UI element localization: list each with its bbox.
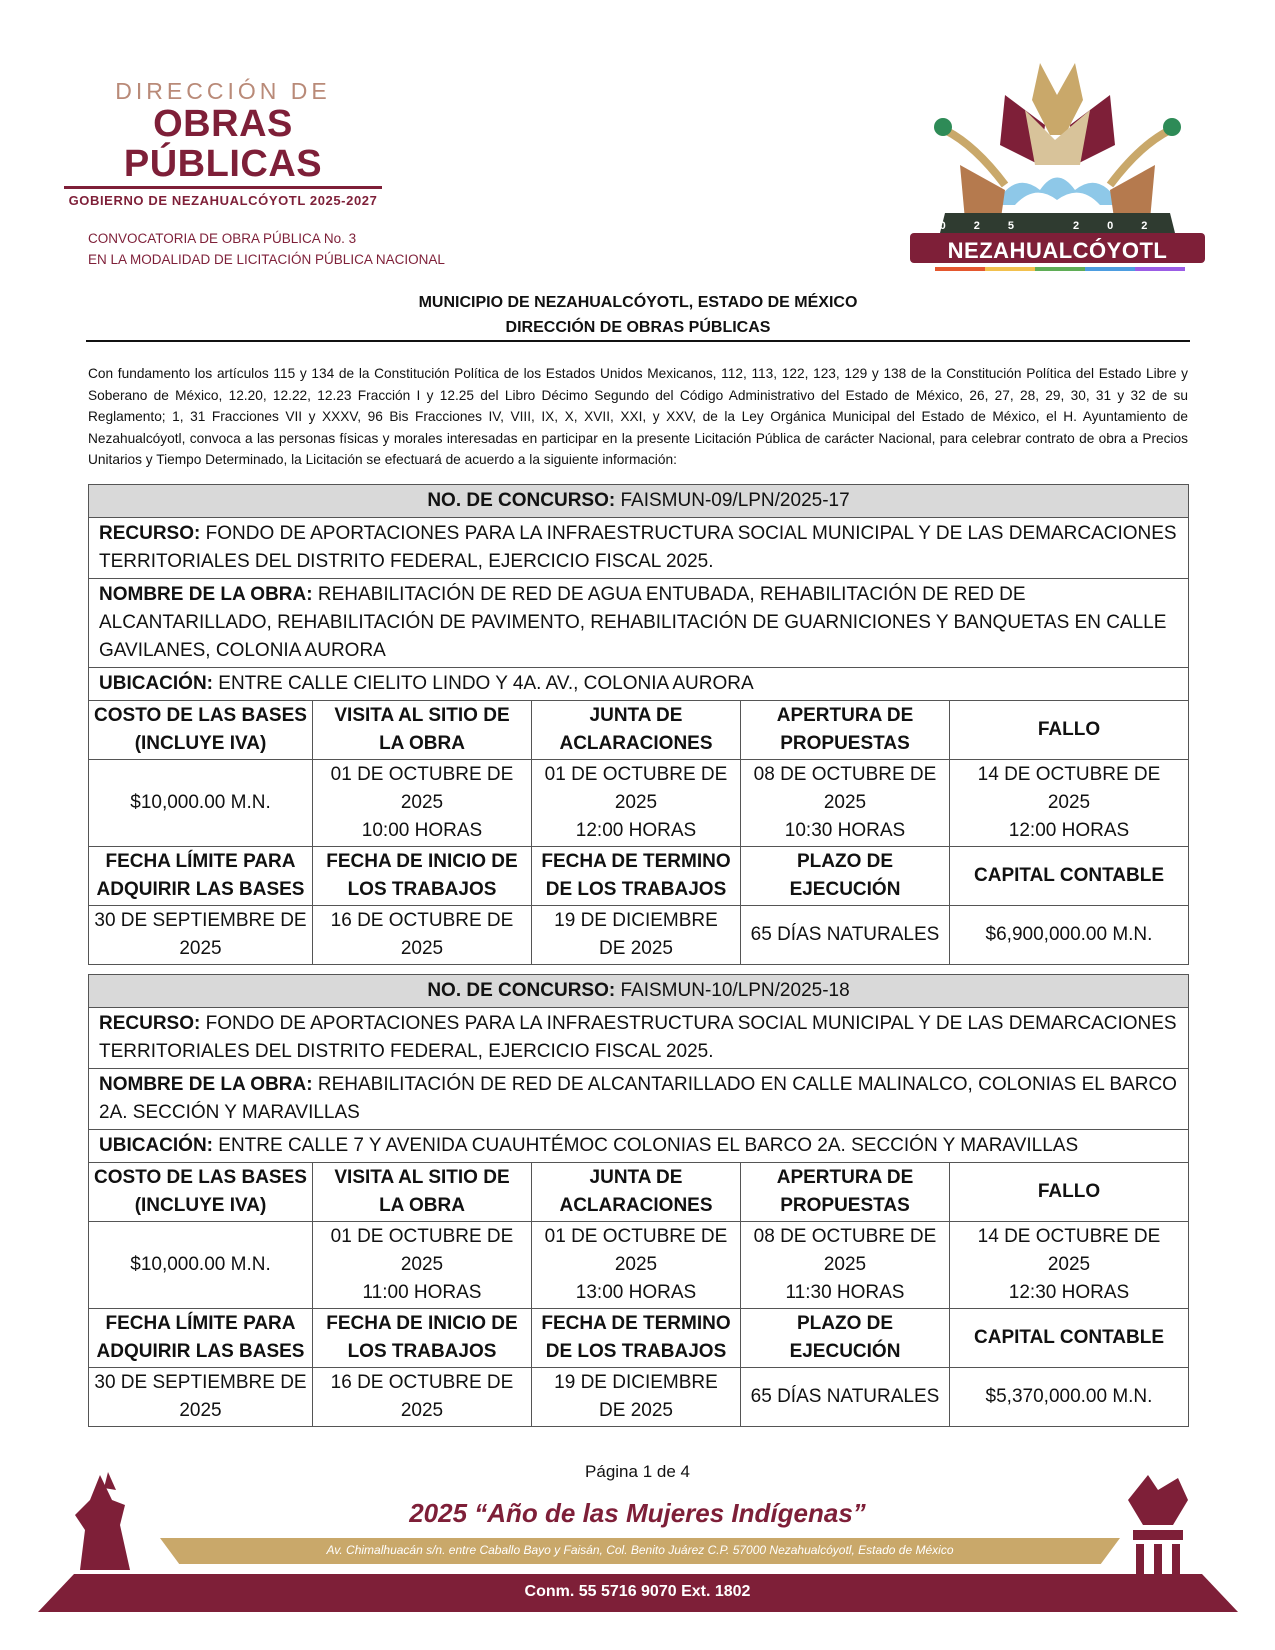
- costo-header-l2: (INCLUYE IVA): [134, 733, 267, 754]
- ubicacion-label: UBICACIÓN:: [99, 1135, 213, 1156]
- apertura-time: 10:30 HORAS: [784, 820, 906, 841]
- plazo-header: [741, 847, 950, 906]
- limite-header-l2: ADQUIRIR LAS BASES: [96, 1341, 305, 1362]
- visita-time: 10:00 HORAS: [361, 820, 483, 841]
- fallo-date-l2: 2025: [1047, 792, 1091, 813]
- recurso-value: FONDO DE APORTACIONES PARA LA INFRAESTRUCTURA SOCIAL MUNICIPAL Y DE LAS DEMARCACIONES TERRITORIALES DEL DISTRITO FEDERAL, EJERCICIO FISCAL 2025.: [99, 523, 1177, 572]
- concurso-row: [89, 485, 1189, 518]
- inicio-header-l2: LOS TRABAJOS: [347, 1341, 497, 1362]
- emblem-year-end: 2027: [1073, 220, 1210, 232]
- recurso-value: FONDO DE APORTACIONES PARA LA INFRAESTRUCTURA SOCIAL MUNICIPAL Y DE LAS DEMARCACIONES TERRITORIALES DEL DISTRITO FEDERAL, EJERCICIO FISCAL 2025.: [99, 1013, 1177, 1062]
- apertura-date-l2: 2025: [823, 1254, 867, 1275]
- recurso-label: RECURSO:: [99, 523, 201, 544]
- limite-header: [89, 1309, 313, 1368]
- visita-date-l2: 2025: [400, 1254, 444, 1275]
- termino-header: [532, 847, 741, 906]
- costo-value: $10,000.00 M.N.: [89, 760, 313, 847]
- document-title: [86, 290, 1190, 340]
- limite-value: [89, 906, 313, 965]
- apertura-header: [741, 1163, 950, 1222]
- nombre-row: [89, 1069, 1189, 1130]
- apertura-value: [741, 1222, 950, 1309]
- termino-header-l2: DE LOS TRABAJOS: [545, 1341, 727, 1362]
- limite-header-l2: ADQUIRIR LAS BASES: [96, 879, 305, 900]
- concurso-label: NO. DE CONCURSO:: [427, 980, 616, 1001]
- recurso-cell: [89, 518, 1189, 579]
- ubicacion-value: ENTRE CALLE 7 Y AVENIDA CUAUHTÉMOC COLONIAS EL BARCO 2A. SECCIÓN Y MARAVILLAS: [218, 1135, 1079, 1156]
- concurso-number: FAISMUN-09/LPN/2025-17: [620, 490, 850, 511]
- junta-header-l2: ACLARACIONES: [559, 733, 713, 754]
- nombre-row: [89, 579, 1189, 668]
- plazo-header-l2: EJECUCIÓN: [789, 1341, 901, 1362]
- nombre-cell: [89, 579, 1189, 668]
- termino-value: [532, 1368, 741, 1427]
- plazo-value: 65 DÍAS NATURALES: [741, 906, 950, 965]
- nombre-value: REHABILITACIÓN DE RED DE ALCANTARILLADO EN CALLE MALINALCO, COLONIAS EL BARCO 2A. SECCIÓN Y MARAVILLAS: [99, 1074, 1177, 1123]
- termino-header-l2: DE LOS TRABAJOS: [545, 879, 727, 900]
- inicio-date-l2: 2025: [400, 1400, 444, 1421]
- junta-date-l1: 01 DE OCTUBRE DE: [544, 1226, 728, 1247]
- schedule-header-row: [89, 1163, 1189, 1222]
- bid-table-1: [88, 484, 1189, 965]
- visita-value: [313, 760, 532, 847]
- apertura-date-l2: 2025: [823, 792, 867, 813]
- costo-header: [89, 1163, 313, 1222]
- concurso-cell: [89, 975, 1189, 1008]
- termino-header: [532, 1309, 741, 1368]
- fallo-header: FALLO: [950, 1163, 1189, 1222]
- title-municipio: MUNICIPIO DE NEZAHUALCÓYOTL, ESTADO DE MÉXICO: [418, 294, 858, 311]
- junta-header-l1: JUNTA DE: [589, 705, 683, 726]
- limite-value: [89, 1368, 313, 1427]
- logo-line-obras: OBRAS PÚBLICAS: [123, 103, 323, 185]
- limite-date-l1: 30 DE SEPTIEMBRE DE: [94, 1372, 307, 1393]
- junta-date-l1: 01 DE OCTUBRE DE: [544, 764, 728, 785]
- ubicacion-label: UBICACIÓN:: [99, 673, 213, 694]
- recurso-row: [89, 1008, 1189, 1069]
- inicio-value: [313, 906, 532, 965]
- visita-date-l1: 01 DE OCTUBRE DE: [330, 764, 514, 785]
- concurso-label: NO. DE CONCURSO:: [427, 490, 616, 511]
- junta-header-l1: JUNTA DE: [589, 1167, 683, 1188]
- plazo-header-l2: EJECUCIÓN: [789, 879, 901, 900]
- emblem-years: [905, 220, 1210, 232]
- fallo-date-l1: 14 DE OCTUBRE DE: [977, 764, 1161, 785]
- costo-value: $10,000.00 M.N.: [89, 1222, 313, 1309]
- visita-header: [313, 701, 532, 760]
- inicio-header: [313, 1309, 532, 1368]
- termino-date-l2: DE 2025: [599, 1400, 673, 1421]
- costo-header-l1: COSTO DE LAS BASES: [94, 1167, 307, 1188]
- convocatoria-heading: [88, 228, 445, 270]
- limite-date-l2: 2025: [179, 938, 222, 959]
- fallo-header: FALLO: [950, 701, 1189, 760]
- apertura-date-l1: 08 DE OCTUBRE DE: [753, 764, 937, 785]
- nombre-label: NOMBRE DE LA OBRA:: [99, 1074, 313, 1095]
- visita-header-l1: VISITA AL SITIO DE: [334, 705, 510, 726]
- limite-header: [89, 847, 313, 906]
- recurso-row: [89, 518, 1189, 579]
- plazo-header-l1: PLAZO DE: [796, 1313, 894, 1334]
- title-direccion: DIRECCIÓN DE OBRAS PÚBLICAS: [505, 319, 771, 336]
- inicio-header-l1: FECHA DE INICIO DE: [326, 851, 518, 872]
- visita-value: [313, 1222, 532, 1309]
- junta-time: 12:00 HORAS: [575, 820, 697, 841]
- page-number: Página 1 de 4: [585, 1462, 690, 1481]
- apertura-header-l2: PROPUESTAS: [780, 733, 910, 754]
- apertura-header-l1: APERTURA DE: [776, 705, 914, 726]
- visita-date-l2: 2025: [400, 792, 444, 813]
- title-divider: [86, 340, 1190, 342]
- junta-time: 13:00 HORAS: [575, 1282, 697, 1303]
- inicio-header-l1: FECHA DE INICIO DE: [326, 1313, 518, 1334]
- inicio-header: [313, 847, 532, 906]
- fallo-time: 12:00 HORAS: [1008, 820, 1130, 841]
- recurso-cell: [89, 1008, 1189, 1069]
- nombre-value: REHABILITACIÓN DE RED DE AGUA ENTUBADA, REHABILITACIÓN DE RED DE ALCANTARILLADO, REHABILITACIÓN DE PAVIMENTO, REHABILITACIÓN DE GUARNICIONES Y BANQUETAS EN CALLE GAVILANES, COLONIA AURORA: [99, 584, 1167, 661]
- logo-line-direccion: DIRECCIÓN DE: [115, 78, 331, 104]
- junta-header: [532, 701, 741, 760]
- schedule-values-row: [89, 1222, 1189, 1309]
- fallo-date-l2: 2025: [1047, 1254, 1091, 1275]
- plazo-header-l1: PLAZO DE: [796, 851, 894, 872]
- fallo-date-l1: 14 DE OCTUBRE DE: [977, 1226, 1161, 1247]
- junta-value: [532, 760, 741, 847]
- costo-header: [89, 701, 313, 760]
- nombre-cell: [89, 1069, 1189, 1130]
- termino-value: [532, 906, 741, 965]
- junta-value: [532, 1222, 741, 1309]
- terms-header-row: [89, 847, 1189, 906]
- footer-year-motto: 2025 “Año de las Mujeres Indígenas”: [409, 1498, 866, 1528]
- bid-table-2: [88, 974, 1189, 1427]
- costo-header-l1: COSTO DE LAS BASES: [94, 705, 307, 726]
- recurso-label: RECURSO:: [99, 1013, 201, 1034]
- visita-date-l1: 01 DE OCTUBRE DE: [330, 1226, 514, 1247]
- emblem-year-start: 2025: [905, 220, 1042, 232]
- limite-header-l1: FECHA LÍMITE PARA: [105, 1313, 296, 1334]
- emblem-name: NEZAHUALCÓYOTL: [947, 238, 1168, 263]
- limite-date-l1: 30 DE SEPTIEMBRE DE: [94, 910, 307, 931]
- apertura-header-l2: PROPUESTAS: [780, 1195, 910, 1216]
- plazo-value: 65 DÍAS NATURALES: [741, 1368, 950, 1427]
- capital-header: CAPITAL CONTABLE: [950, 847, 1189, 906]
- junta-header-l2: ACLARACIONES: [559, 1195, 713, 1216]
- convocatoria-modality: EN LA MODALIDAD DE LICITACIÓN PÚBLICA NACIONAL: [88, 252, 445, 267]
- intro-paragraph: Con fundamento los artículos 115 y 134 de la Constitución Política de los Estados Unidos Mexicanos, 112, 113, 122, 123, 129 y 138 de la Constitución Política del Estado Libre y Soberano de México, 12.20, 12.22, 12.23 Fracción I y 12.25 del Libro Décimo Segundo del Código Administrativo del Estado de México, 26, 27, 28, 29, 30, 31 y 32 de su Reglamento; 1, 31 Fracciones VII y XXXV, 96 Bis Fracciones IV, VIII, IX, X, XVII, XXI, y XXV, de la Ley Orgánica Municipal del Estado de México, el H. Ayuntamiento de Nezahualcóyotl, convoca a las personas físicas y morales interesadas en participar en la presente Licitación Pública de carácter Nacional, para celebrar contrato de obra a Precios Unitarios y Tiempo Determinado, la Licitación se efectuará de acuerdo a la siguiente información:: [88, 366, 1188, 467]
- termino-header-l1: FECHA DE TERMINO: [541, 1313, 731, 1334]
- termino-date-l1: 19 DE DICIEMBRE: [554, 1372, 718, 1393]
- schedule-header-row: [89, 701, 1189, 760]
- costo-header-l2: (INCLUYE IVA): [134, 1195, 267, 1216]
- footer-address: Av. Chimalhuacán s/n. entre Caballo Bayo y Faisán, Col. Benito Juárez C.P. 57000 Nezahualcóyotl, Estado de México: [326, 1543, 954, 1557]
- apertura-header-l1: APERTURA DE: [776, 1167, 914, 1188]
- convocatoria-number: CONVOCATORIA DE OBRA PÚBLICA No. 3: [88, 231, 357, 246]
- fallo-value: [950, 1222, 1189, 1309]
- concurso-row: [89, 975, 1189, 1008]
- visita-header-l2: LA OBRA: [379, 1195, 465, 1216]
- visita-header-l2: LA OBRA: [379, 733, 465, 754]
- logo-line-gobierno: GOBIERNO DE NEZAHUALCÓYOTL 2025-2027: [68, 193, 378, 208]
- inicio-header-l2: LOS TRABAJOS: [347, 879, 497, 900]
- apertura-date-l1: 08 DE OCTUBRE DE: [753, 1226, 937, 1247]
- termino-header-l1: FECHA DE TERMINO: [541, 851, 731, 872]
- limite-date-l2: 2025: [179, 1400, 222, 1421]
- inicio-date-l1: 16 DE OCTUBRE DE: [330, 910, 514, 931]
- inicio-value: [313, 1368, 532, 1427]
- termino-date-l2: DE 2025: [599, 938, 673, 959]
- apertura-value: [741, 760, 950, 847]
- ubicacion-cell: [89, 668, 1189, 701]
- terms-values-row: [89, 906, 1189, 965]
- footer-phone: Conm. 55 5716 9070 Ext. 1802: [524, 1583, 751, 1600]
- junta-date-l2: 2025: [614, 792, 658, 813]
- nezahualcoyotl-emblem: [905, 55, 1210, 285]
- apertura-header: [741, 701, 950, 760]
- plazo-header: [741, 1309, 950, 1368]
- visita-header-l1: VISITA AL SITIO DE: [334, 1167, 510, 1188]
- limite-header-l1: FECHA LÍMITE PARA: [105, 851, 296, 872]
- inicio-date-l1: 16 DE OCTUBRE DE: [330, 1372, 514, 1393]
- ubicacion-value: ENTRE CALLE CIELITO LINDO Y 4A. AV., COLONIA AURORA: [218, 673, 754, 694]
- nombre-label: NOMBRE DE LA OBRA:: [99, 584, 313, 605]
- capital-value: $5,370,000.00 M.N.: [950, 1368, 1189, 1427]
- fallo-time: 12:30 HORAS: [1008, 1282, 1130, 1303]
- ubicacion-row: [89, 1130, 1189, 1163]
- ubicacion-row: [89, 668, 1189, 701]
- terms-header-row: [89, 1309, 1189, 1368]
- visita-time: 11:00 HORAS: [362, 1282, 482, 1303]
- termino-date-l1: 19 DE DICIEMBRE: [554, 910, 718, 931]
- capital-value: $6,900,000.00 M.N.: [950, 906, 1189, 965]
- terms-values-row: [89, 1368, 1189, 1427]
- ubicacion-cell: [89, 1130, 1189, 1163]
- schedule-values-row: [89, 760, 1189, 847]
- capital-header: CAPITAL CONTABLE: [950, 1309, 1189, 1368]
- concurso-number: FAISMUN-10/LPN/2025-18: [620, 980, 850, 1001]
- fallo-value: [950, 760, 1189, 847]
- apertura-time: 11:30 HORAS: [785, 1282, 905, 1303]
- junta-header: [532, 1163, 741, 1222]
- logo-rule: [64, 186, 382, 189]
- junta-date-l2: 2025: [614, 1254, 658, 1275]
- inicio-date-l2: 2025: [400, 938, 444, 959]
- coyote-glyph-icon: [1118, 1470, 1198, 1580]
- visita-header: [313, 1163, 532, 1222]
- concurso-cell: [89, 485, 1189, 518]
- obras-publicas-logo: [58, 78, 388, 208]
